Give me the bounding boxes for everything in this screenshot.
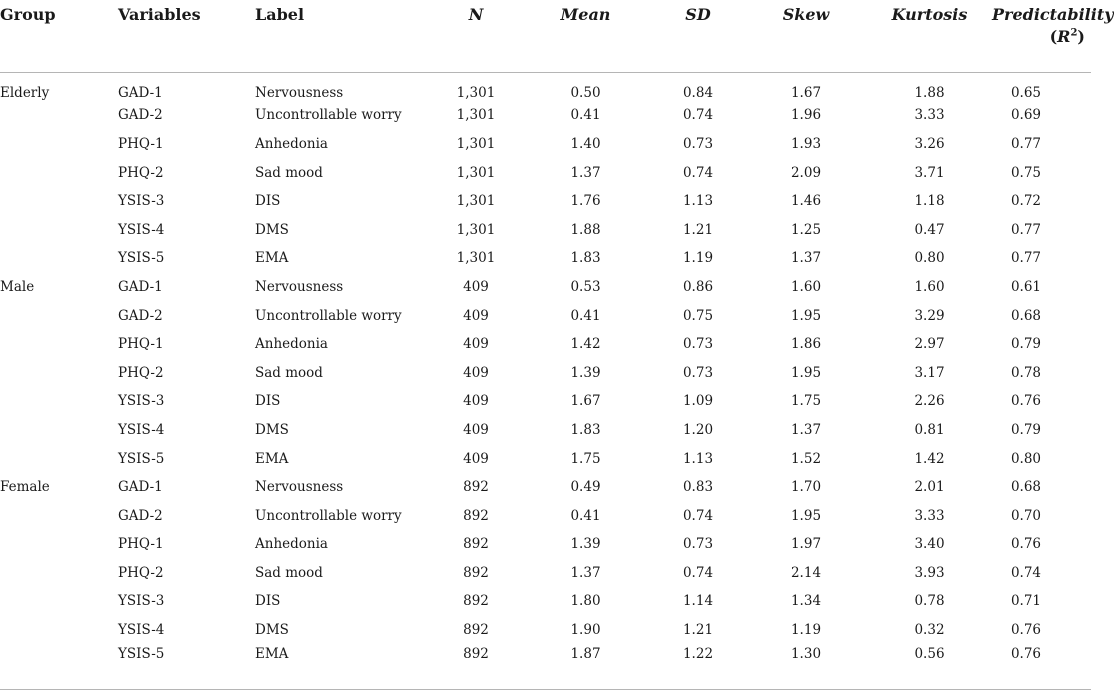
cell-skew: 1.95: [790, 364, 822, 381]
table-row: [0, 130, 1091, 159]
cell-kurtosis: 3.17: [914, 364, 945, 381]
cell-kurtosis: 2.97: [914, 336, 945, 353]
header-predictability-label: Predictability: [992, 5, 1114, 24]
table-row: [0, 101, 1091, 130]
cell-n: 409: [463, 336, 489, 353]
cell-group: Elderly: [0, 85, 50, 102]
cell-group: [0, 130, 118, 159]
cell-label: DIS: [255, 393, 281, 410]
table-row: [0, 616, 1091, 645]
cell-kurtosis: 0.56: [914, 645, 945, 662]
cell-group: [0, 501, 118, 530]
header-label: Label: [255, 0, 432, 73]
cell-sd: 1.13: [682, 450, 714, 467]
cell-n: 409: [463, 450, 489, 467]
cell-variable: PHQ-2: [118, 164, 164, 181]
cell-mean: 1.39: [570, 536, 601, 553]
cell-skew: 1.75: [790, 393, 822, 410]
cell-mean: 0.50: [570, 85, 601, 102]
cell-kurtosis: 0.78: [914, 593, 945, 610]
cell-n: 892: [463, 564, 489, 581]
cell-n: 409: [463, 421, 489, 438]
cell-sd: 0.74: [682, 107, 714, 124]
cell-mean: 0.53: [570, 278, 601, 295]
cell-n: 409: [463, 278, 489, 295]
cell-mean: 1.39: [570, 364, 601, 381]
header-kurtosis: Kurtosis: [867, 0, 992, 73]
cell-sd: 1.09: [682, 393, 714, 410]
cell-group: [0, 358, 118, 387]
cell-kurtosis: 3.93: [914, 564, 945, 581]
cell-variable: GAD-2: [118, 307, 163, 324]
cell-sd: 0.74: [682, 164, 714, 181]
cell-sd: 0.73: [682, 364, 714, 381]
cell-sd: 1.21: [682, 221, 714, 238]
cell-label: Anhedonia: [255, 135, 328, 152]
cell-kurtosis: 0.47: [914, 221, 945, 238]
cell-mean: 1.88: [570, 221, 601, 238]
cell-n: 1,301: [456, 250, 496, 267]
cell-kurtosis: 3.40: [914, 536, 945, 553]
cell-skew: 1.93: [790, 135, 822, 152]
cell-group: [0, 444, 118, 473]
cell-variable: GAD-1: [118, 479, 163, 496]
cell-label: Nervousness: [255, 278, 344, 295]
cell-skew: 1.70: [790, 479, 822, 496]
cell-skew: 1.30: [790, 645, 822, 662]
cell-n: 1,301: [456, 193, 496, 210]
cell-label: DIS: [255, 593, 281, 610]
cell-n: 1,301: [456, 221, 496, 238]
cell-kurtosis: 3.33: [914, 507, 945, 524]
cell-sd: 1.20: [682, 421, 714, 438]
cell-group: [0, 330, 118, 359]
table-row: [0, 244, 1091, 273]
table-row: [0, 416, 1091, 445]
table-row: [0, 530, 1091, 559]
cell-label: Sad mood: [255, 164, 323, 181]
cell-n: 892: [463, 507, 489, 524]
table-row: [0, 358, 1091, 387]
cell-group: [0, 616, 118, 645]
cell-variable: GAD-1: [118, 278, 163, 295]
cell-mean: 1.37: [570, 564, 601, 581]
cell-skew: 1.86: [790, 336, 822, 353]
cell-variable: YSIS-3: [118, 593, 165, 610]
table-row: [0, 587, 1091, 616]
table-row: [0, 301, 1091, 330]
cell-predictability: 0.76: [1010, 536, 1041, 553]
cell-mean: 1.37: [570, 164, 601, 181]
table-row: [0, 559, 1091, 588]
table-row: [0, 158, 1091, 187]
cell-label: Sad mood: [255, 564, 323, 581]
cell-sd: 1.19: [682, 250, 714, 267]
header-predictability: [992, 0, 1114, 73]
cell-variable: GAD-1: [118, 85, 163, 102]
cell-predictability: 0.70: [1010, 507, 1041, 524]
cell-n: 892: [463, 479, 489, 496]
cell-predictability: 0.74: [1010, 564, 1041, 581]
cell-n: 1,301: [456, 85, 496, 102]
cell-mean: 1.80: [570, 593, 601, 610]
cell-predictability: 0.71: [1010, 593, 1041, 610]
table-row: [0, 501, 1091, 530]
cell-skew: 2.09: [790, 164, 822, 181]
cell-kurtosis: 3.71: [914, 164, 945, 181]
cell-skew: 1.52: [790, 450, 822, 467]
table-row: [0, 330, 1091, 359]
table-bottom-rule: [0, 689, 1091, 690]
cell-predictability: 0.76: [1010, 645, 1041, 662]
cell-skew: 1.34: [790, 593, 822, 610]
cell-mean: 1.87: [570, 645, 601, 662]
cell-sd: 0.73: [682, 536, 714, 553]
cell-sd: 0.86: [682, 278, 714, 295]
cell-kurtosis: 1.18: [914, 193, 945, 210]
cell-n: 892: [463, 536, 489, 553]
cell-group: [0, 158, 118, 187]
cell-kurtosis: 1.42: [914, 450, 945, 467]
cell-predictability: 0.79: [1010, 336, 1041, 353]
cell-sd: 0.74: [682, 507, 714, 524]
cell-label: Nervousness: [255, 479, 344, 496]
cell-predictability: 0.75: [1010, 164, 1041, 181]
cell-predictability: 0.77: [1010, 250, 1041, 267]
cell-variable: YSIS-5: [118, 450, 165, 467]
cell-kurtosis: 1.60: [914, 278, 945, 295]
cell-label: Nervousness: [255, 85, 344, 102]
cell-mean: 1.83: [570, 250, 601, 267]
cell-predictability: 0.69: [1010, 107, 1041, 124]
header-sd: SD: [651, 0, 745, 73]
cell-mean: 1.83: [570, 421, 601, 438]
cell-group: [0, 301, 118, 330]
header-skew: Skew: [745, 0, 867, 73]
cell-kurtosis: 2.26: [914, 393, 945, 410]
cell-group: [0, 187, 118, 216]
cell-mean: 1.76: [570, 193, 601, 210]
cell-n: 409: [463, 307, 489, 324]
cell-predictability: 0.76: [1010, 393, 1041, 410]
header-variables: Variables: [118, 0, 255, 73]
cell-sd: 0.83: [682, 479, 714, 496]
cell-skew: 1.37: [790, 250, 822, 267]
cell-kurtosis: 2.01: [914, 479, 945, 496]
cell-predictability: 0.77: [1010, 135, 1041, 152]
cell-group: [0, 644, 118, 673]
cell-label: Uncontrollable worry: [255, 307, 402, 324]
cell-label: DMS: [255, 622, 289, 639]
cell-variable: GAD-2: [118, 507, 163, 524]
table-row: [0, 644, 1091, 673]
cell-group: [0, 587, 118, 616]
cell-mean: 0.41: [570, 107, 601, 124]
cell-group: [0, 559, 118, 588]
cell-label: EMA: [255, 250, 289, 267]
cell-sd: 0.73: [682, 135, 714, 152]
table-row: [0, 273, 1091, 302]
cell-variable: PHQ-1: [118, 536, 164, 553]
cell-predictability: 0.78: [1010, 364, 1041, 381]
cell-predictability: 0.79: [1010, 421, 1041, 438]
cell-label: Sad mood: [255, 364, 323, 381]
cell-n: 409: [463, 393, 489, 410]
cell-n: 1,301: [456, 107, 496, 124]
cell-n: 892: [463, 622, 489, 639]
cell-skew: 2.14: [790, 564, 822, 581]
cell-sd: 1.14: [682, 593, 714, 610]
cell-label: Uncontrollable worry: [255, 507, 402, 524]
table-row: [0, 444, 1091, 473]
table-row: [0, 473, 1091, 502]
header-group: Group: [0, 0, 118, 73]
cell-kurtosis: 3.33: [914, 107, 945, 124]
cell-mean: 1.75: [570, 450, 601, 467]
cell-variable: YSIS-4: [118, 421, 165, 438]
cell-group: [0, 101, 118, 130]
table-row: [0, 215, 1091, 244]
cell-group: Male: [0, 278, 35, 295]
cell-label: EMA: [255, 450, 289, 467]
cell-skew: 1.60: [790, 278, 822, 295]
cell-kurtosis: 0.32: [914, 622, 945, 639]
cell-predictability: 0.68: [1010, 479, 1041, 496]
cell-kurtosis: 0.81: [914, 421, 945, 438]
cell-kurtosis: 0.80: [914, 250, 945, 267]
cell-kurtosis: 3.26: [914, 135, 945, 152]
cell-predictability: 0.65: [1010, 85, 1041, 102]
cell-label: DIS: [255, 193, 281, 210]
cell-variable: YSIS-4: [118, 622, 165, 639]
cell-mean: 0.41: [570, 507, 601, 524]
cell-label: DMS: [255, 221, 289, 238]
cell-label: Anhedonia: [255, 536, 328, 553]
cell-sd: 1.13: [682, 193, 714, 210]
cell-group: [0, 387, 118, 416]
cell-sd: 1.21: [682, 622, 714, 639]
cell-mean: 1.40: [570, 135, 601, 152]
cell-skew: 1.96: [790, 107, 822, 124]
cell-group: [0, 530, 118, 559]
cell-n: 409: [463, 364, 489, 381]
cell-mean: 1.90: [570, 622, 601, 639]
cell-n: 1,301: [456, 164, 496, 181]
cell-label: Uncontrollable worry: [255, 107, 402, 124]
cell-skew: 1.46: [790, 193, 822, 210]
cell-group: [0, 416, 118, 445]
cell-label: EMA: [255, 645, 289, 662]
cell-variable: YSIS-4: [118, 221, 165, 238]
table-header-row: [0, 0, 1091, 73]
header-n: N: [432, 0, 520, 73]
cell-sd: 0.75: [682, 307, 714, 324]
cell-sd: 0.84: [682, 85, 714, 102]
cell-mean: 0.41: [570, 307, 601, 324]
table-row: [0, 73, 1091, 102]
cell-skew: 1.95: [790, 307, 822, 324]
cell-variable: PHQ-1: [118, 135, 164, 152]
cell-variable: YSIS-3: [118, 393, 165, 410]
cell-skew: 1.25: [790, 221, 822, 238]
cell-skew: 1.37: [790, 421, 822, 438]
cell-skew: 1.19: [790, 622, 822, 639]
cell-n: 892: [463, 593, 489, 610]
cell-variable: PHQ-1: [118, 336, 164, 353]
cell-sd: 0.73: [682, 336, 714, 353]
cell-kurtosis: 3.29: [914, 307, 945, 324]
table-row: [0, 187, 1091, 216]
cell-n: 1,301: [456, 135, 496, 152]
cell-predictability: 0.77: [1010, 221, 1041, 238]
cell-n: 892: [463, 645, 489, 662]
table-body: [0, 73, 1091, 673]
cell-group: Female: [0, 479, 50, 496]
header-predictability-subscript: $(R^2)$: [1049, 27, 1085, 46]
cell-variable: PHQ-2: [118, 364, 164, 381]
cell-mean: 0.49: [570, 479, 601, 496]
cell-label: DMS: [255, 421, 289, 438]
cell-skew: 1.95: [790, 507, 822, 524]
cell-group: [0, 244, 118, 273]
cell-sd: 1.22: [682, 645, 714, 662]
cell-variable: YSIS-3: [118, 193, 165, 210]
cell-kurtosis: 1.88: [914, 85, 945, 102]
cell-label: Anhedonia: [255, 336, 328, 353]
cell-variable: YSIS-5: [118, 645, 165, 662]
cell-mean: 1.42: [570, 336, 601, 353]
header-mean: Mean: [520, 0, 651, 73]
cell-predictability: 0.76: [1010, 622, 1041, 639]
cell-skew: 1.97: [790, 536, 822, 553]
cell-group: [0, 215, 118, 244]
cell-variable: PHQ-2: [118, 564, 164, 581]
table-row: [0, 387, 1091, 416]
cell-predictability: 0.72: [1010, 193, 1041, 210]
cell-predictability: 0.68: [1010, 307, 1041, 324]
cell-mean: 1.67: [570, 393, 601, 410]
cell-predictability: 0.61: [1010, 278, 1041, 295]
cell-variable: GAD-2: [118, 107, 163, 124]
cell-skew: 1.67: [790, 85, 822, 102]
cell-sd: 0.74: [682, 564, 714, 581]
cell-variable: YSIS-5: [118, 250, 165, 267]
cell-predictability: 0.80: [1010, 450, 1041, 467]
